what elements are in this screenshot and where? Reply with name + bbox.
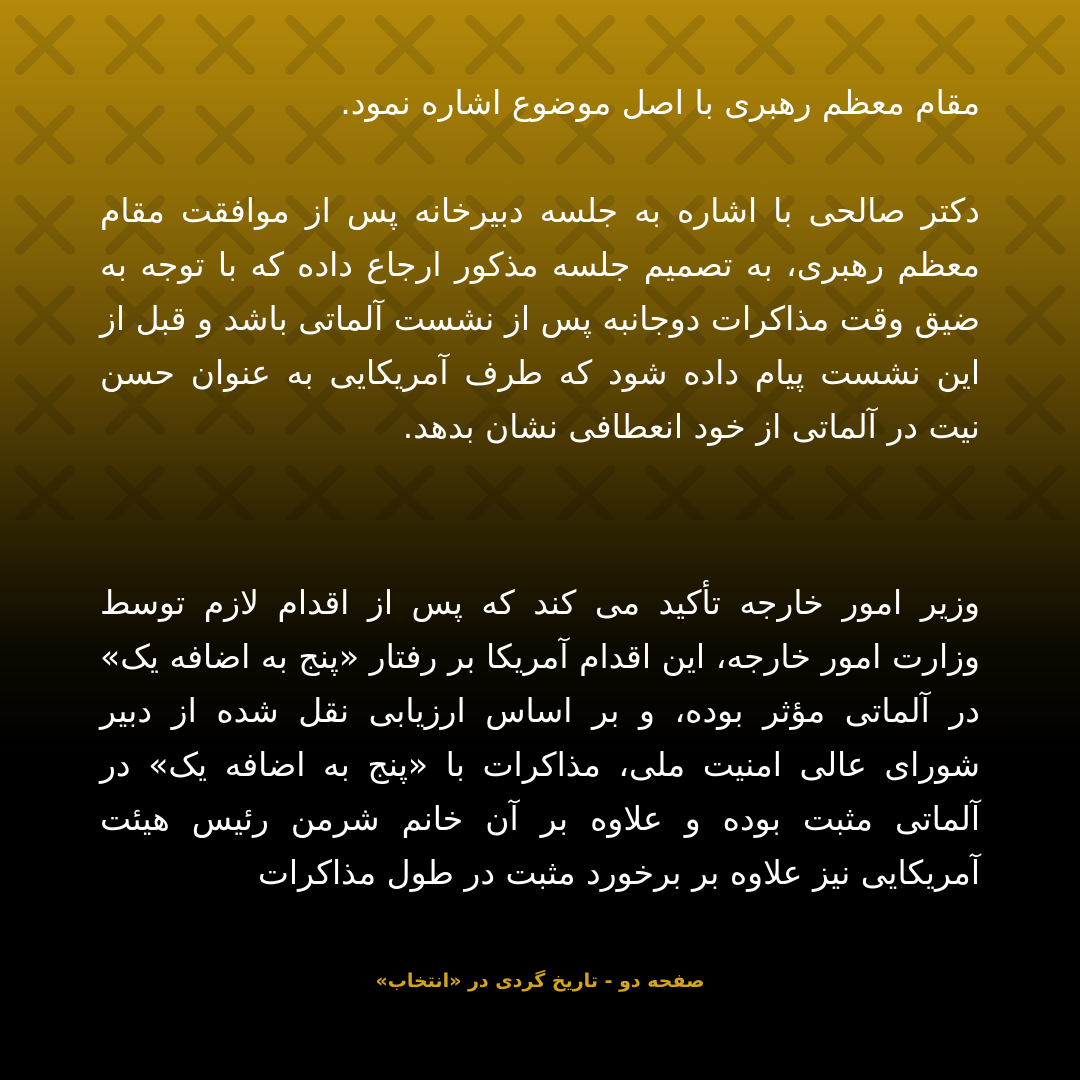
paragraph-3: وزیر امور خارجه تأکید می کند که پس از اقدام لازم توسط وزارت امور خارجه، این اقدام آمریکا بر رفتار «پنج به اضافه یک» در آلماتی مؤثر بوده، و بر اساس ارزیابی نقل شده از دبیر شورای عالی امنیت ملی، مذاکرات با «پنج به اضافه یک» در آلماتی مثبت بوده و علاوه بر آن خانم شرمن رئیس هیئت آمریکایی نیز علاوه بر برخورد مثبت در طول مذاکرات bbox=[100, 583, 980, 892]
paragraph-2: دکتر صالحی با اشاره به جلسه دبیرخانه پس از موافقت مقام معظم رهبری، به تصمیم جلسه مذکور ارجاع داده که با توجه به ضیق وقت مذاکرات دوجانبه پس از نشست آلماتی باشد و قبل از این نشست پیام داده شود که طرف آمریکایی به عنوان حسن نیت در آلماتی از خود انعطافی نشان بدهد. bbox=[100, 191, 980, 446]
page-footer: صفحه دو - تاریخ گردی در «انتخاب» bbox=[375, 970, 705, 992]
paragraph-1: مقام معظم رهبری با اصل موضوع اشاره نمود. bbox=[340, 83, 980, 122]
